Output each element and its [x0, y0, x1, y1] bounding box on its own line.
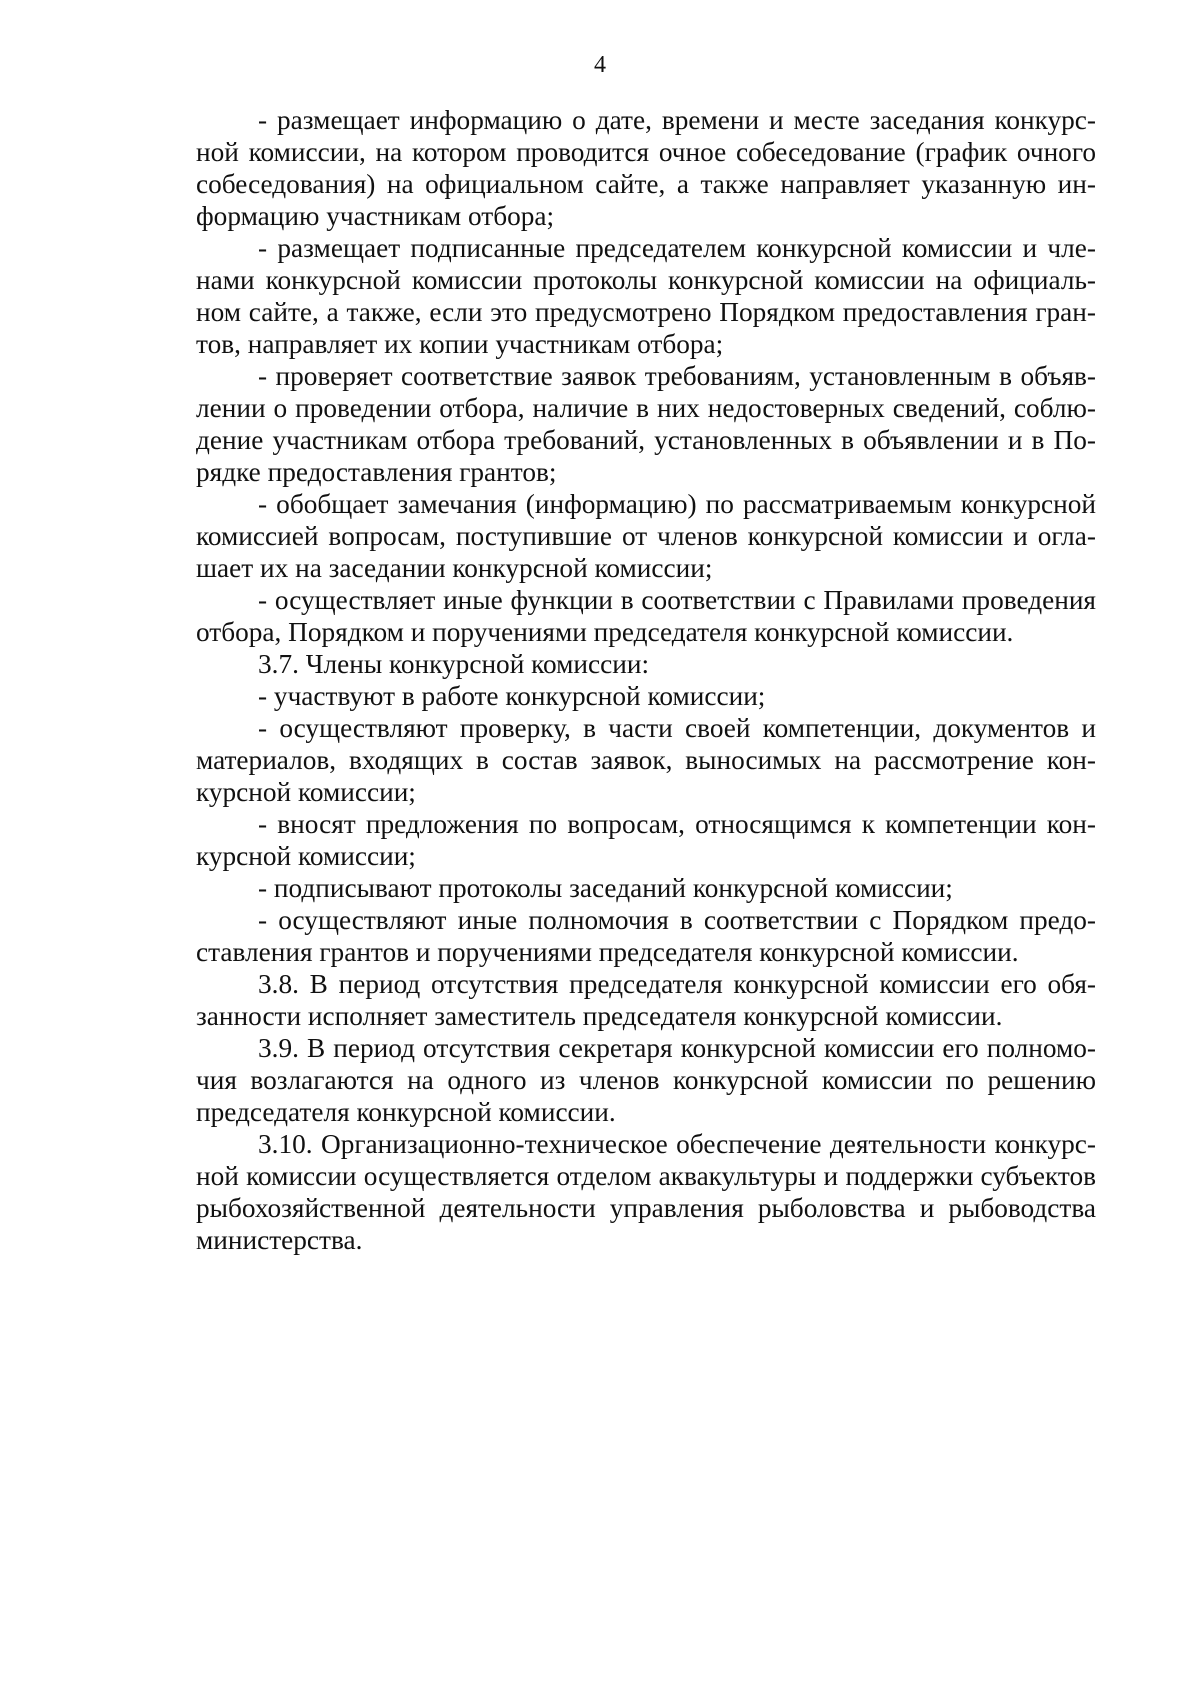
text-line: - проверяет соответствие заявок требованиям, установленным в объяв- [258, 361, 1096, 391]
page-number: 4 [594, 52, 606, 78]
text-line: шает их на заседании конкурсной комиссии; [196, 553, 713, 583]
text-line: отбора, Порядком и поручениями председателя конкурсной комиссии. [196, 617, 1014, 647]
text-line: собеседования) на официальном сайте, а также направляет указанную ин- [196, 169, 1096, 199]
text-line: - вносят предложения по вопросам, относящимся к компетенции кон- [258, 809, 1096, 839]
text-line: 3.7. Члены конкурсной комиссии: [258, 649, 650, 679]
text-line: ной комиссии, на котором проводится очное собеседование (график очного [196, 137, 1096, 167]
text-line: рыбохозяйственной деятельности управления рыболовства и рыбоводства [196, 1193, 1096, 1223]
text-line: дение участникам отбора требований, установленных в объявлении и в По- [196, 425, 1096, 455]
text-line: - осуществляет иные функции в соответствии с Правилами проведения [258, 585, 1096, 615]
text-line: ставления грантов и поручениями председателя конкурсной комиссии. [196, 937, 1019, 967]
text-line: курсной комиссии; [196, 777, 416, 807]
text-line: - размещает подписанные председателем конкурсной комиссии и чле- [258, 233, 1096, 263]
text-line: - обобщает замечания (информацию) по рассматриваемым конкурсной [258, 489, 1096, 519]
text-line: председателя конкурсной комиссии. [196, 1097, 616, 1127]
text-line: 3.9. В период отсутствия секретаря конкурсной комиссии его полномо- [258, 1033, 1096, 1063]
text-line: министерства. [196, 1225, 363, 1255]
text-line: формацию участникам отбора; [196, 201, 555, 231]
document-body [196, 104, 1096, 1256]
text-line: - осуществляют проверку, в части своей компетенции, документов и [258, 713, 1096, 743]
text-line: материалов, входящих в состав заявок, выносимых на рассмотрение кон- [196, 745, 1096, 775]
text-line: занности исполняет заместитель председателя конкурсной комиссии. [196, 1001, 1003, 1031]
text-line: 3.10. Организационно-техническое обеспечение деятельности конкурс- [258, 1129, 1096, 1159]
text-line: - осуществляют иные полномочия в соответствии с Порядком предо- [258, 905, 1096, 935]
text-line: - подписывают протоколы заседаний конкурсной комиссии; [258, 873, 953, 903]
text-line: - участвуют в работе конкурсной комиссии; [258, 681, 766, 711]
text-line: ной комиссии осуществляется отделом аквакультуры и поддержки субъектов [196, 1161, 1096, 1191]
text-line: тов, направляет их копии участникам отбора; [196, 329, 724, 359]
text-line: ном сайте, а также, если это предусмотрено Порядком предоставления гран- [196, 297, 1096, 327]
text-line: нами конкурсной комиссии протоколы конкурсной комиссии на официаль- [196, 265, 1096, 295]
text-line: лении о проведении отбора, наличие в них недостоверных сведений, соблю- [196, 393, 1096, 423]
text-line: - размещает информацию о дате, времени и месте заседания конкурс- [258, 105, 1096, 135]
text-line: комиссией вопросам, поступившие от членов конкурсной комиссии и огла- [196, 521, 1096, 551]
text-line: рядке предоставления грантов; [196, 457, 557, 487]
text-line: курсной комиссии; [196, 841, 416, 871]
text-line: чия возлагаются на одного из членов конкурсной комиссии по решению [196, 1065, 1096, 1095]
text-line: 3.8. В период отсутствия председателя конкурсной комиссии его обя- [258, 969, 1096, 999]
